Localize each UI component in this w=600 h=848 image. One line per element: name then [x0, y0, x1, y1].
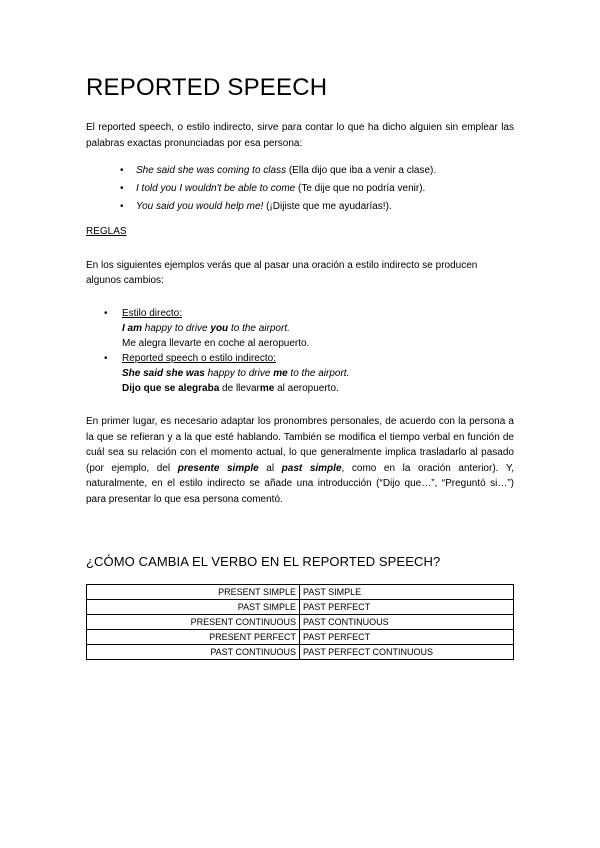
list-item: [120, 198, 436, 216]
explanation-paragraph: [86, 414, 514, 508]
verb-change-table: [86, 584, 514, 660]
reported-translation-text: de llevar: [219, 383, 260, 394]
reported-translation-end: al aeropuerto.: [274, 383, 339, 394]
reported-text-end: to the airport.: [287, 368, 350, 379]
page-title: REPORTED SPEECH: [86, 74, 328, 101]
table-cell-to: PAST PERFECT: [300, 630, 514, 645]
rules-example-list: [104, 306, 349, 396]
rules-intro: En los siguientes ejemplos verás que al pasar una oración a estilo indirecto se producen algunos cambios:: [86, 260, 478, 286]
table-row: [87, 585, 514, 600]
table-cell-from: PRESENT SIMPLE: [87, 585, 300, 600]
example-english: You said you would help me!: [136, 201, 264, 212]
table-row: [87, 600, 514, 615]
direct-bold-object: you: [210, 323, 229, 334]
reported-bold-object: me: [273, 368, 288, 379]
table-title: ¿CÓMO CAMBIA EL VERBO EN EL REPORTED SPEECH?: [86, 554, 441, 569]
example-english: I told you I wouldn't be able to come: [136, 183, 296, 194]
reported-translation-bold-pronoun: me: [259, 383, 275, 394]
direct-text-end: to the airport.: [228, 323, 290, 334]
table-cell-to: PAST CONTINUOUS: [300, 615, 514, 630]
reported-speech-label: Reported speech o estilo indirecto:: [122, 353, 276, 364]
table-cell-to: PAST PERFECT CONTINUOUS: [300, 645, 514, 660]
direct-translation: Me alegra llevarte en coche al aeropuerto.: [122, 338, 310, 349]
reported-translation-bold: Dijo que se alegraba: [122, 383, 220, 394]
example-spanish: (Ella dijo que iba a venir a clase).: [286, 165, 437, 176]
rules-heading: REGLAS: [86, 226, 127, 237]
table-cell-to: PAST PERFECT: [300, 600, 514, 615]
table-cell-from: PAST CONTINUOUS: [87, 645, 300, 660]
table-cell-from: PRESENT CONTINUOUS: [87, 615, 300, 630]
example-list: [120, 162, 436, 216]
explanation-text-3: , como en la oración anterior). Y, naturalmente, en el estilo indirecto se añade una introducción (“Dijo que…”, “Preguntó si…”) para presentar lo que esa persona comentó.: [86, 462, 515, 505]
list-item: [120, 180, 436, 198]
explanation-bold-2: past simple: [281, 462, 342, 474]
table-row: [87, 630, 514, 645]
example-english: She said she was coming to class: [136, 165, 287, 176]
table-row: [87, 615, 514, 630]
explanation-text-1: En primer lugar, es necesario adaptar los pronombres personales, de acuerdo con la persona a la que se refieran y a la que esté hablando. También se modifica el tiempo verbal en función de cuál sea su relación con el momento actual, lo que generalmente implica trasladarlo al pasado (por ejemplo, del: [86, 416, 514, 474]
table-cell-from: PRESENT PERFECT: [87, 630, 300, 645]
direct-text: happy to drive: [142, 323, 211, 334]
table-row: [87, 645, 514, 660]
intro-paragraph: El reported speech, o estilo indirecto, sirve para contar lo que ha dicho alguien sin emplear las palabras exactas pronunciadas por esa persona:: [86, 122, 514, 149]
explanation-text-2: al: [258, 462, 282, 474]
explanation-bold-1: presente simple: [177, 462, 259, 474]
reported-speech-item: [104, 351, 349, 396]
table-cell-from: PAST SIMPLE: [87, 600, 300, 615]
direct-speech-label: Estilo directo:: [122, 308, 183, 319]
list-item: [120, 162, 436, 180]
example-spanish: (Te dije que no podría venir).: [295, 183, 426, 194]
direct-speech-item: [104, 306, 349, 351]
reported-bold-subject: She said she was: [122, 368, 205, 379]
example-spanish: (¡Dijiste que me ayudarías!).: [263, 201, 392, 212]
reported-text: happy to drive: [204, 368, 274, 379]
direct-bold-subject: I am: [122, 323, 143, 334]
table-cell-to: PAST SIMPLE: [300, 585, 514, 600]
